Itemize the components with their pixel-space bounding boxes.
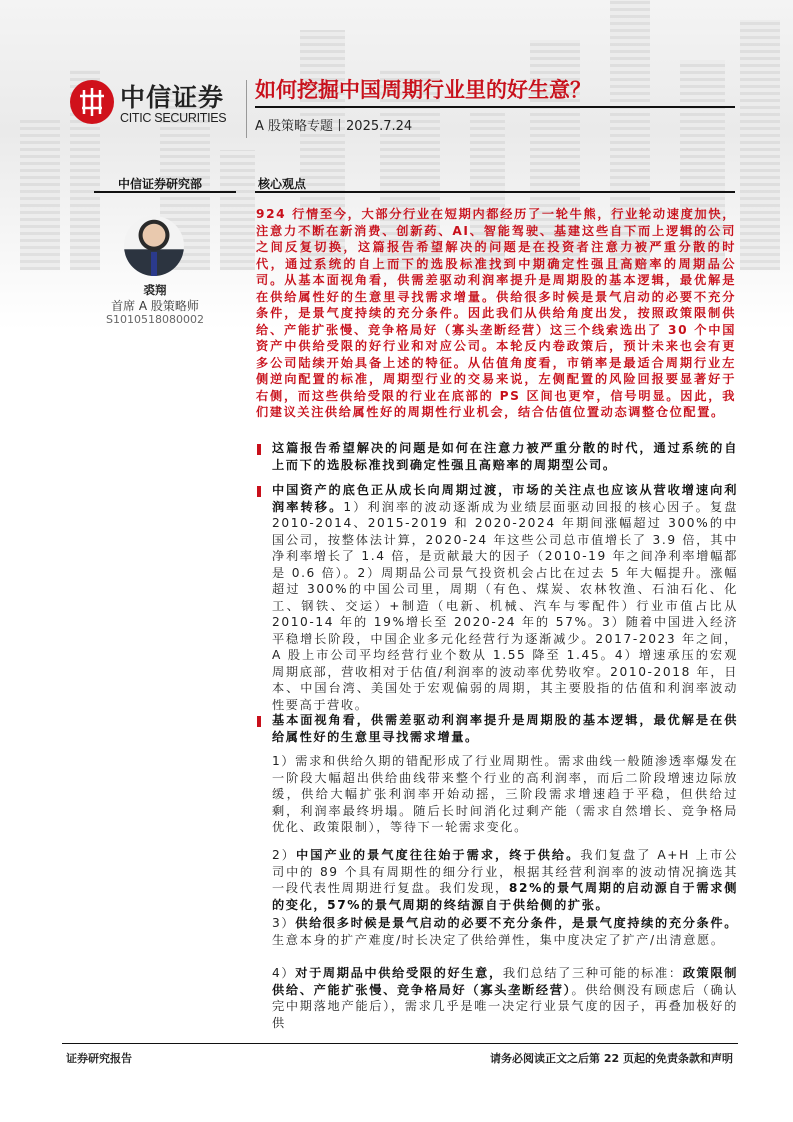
- report-title: 如何挖掘中国周期行业里的好生意？: [255, 78, 591, 102]
- author-title: 首席 A 股策略师: [111, 299, 199, 313]
- p4-text-end: 。供给侧没有顾虑后（确认完中期落地产能后），需求几乎是唯一决定行业景气度的因子，再叠加极好的供: [272, 982, 738, 1030]
- report-subtitle: A 股策略专题丨2025.7.24: [255, 119, 413, 134]
- p2-bold: 中国产业的景气度往往始于需求，终于供给。: [296, 848, 581, 862]
- author-name: 裘翔: [143, 283, 167, 297]
- footer-line: [62, 1043, 738, 1044]
- author-license-id: S1010518080002: [106, 313, 204, 326]
- citic-emblem-icon: [70, 80, 114, 124]
- p4-num: 4）: [272, 966, 296, 980]
- bullet-2-text: 1）利润率的波动逐渐成为业绩层面驱动回报的核心因子。复盘 2010-2014、2015-2019 和 2020-2024 年期间涨幅超过 300%的中国公司，按整体法计算，2020-24 年这些公司总市值增长了 3.9 倍，其中净利率增长了 1.4 倍，是贡献最大的因子（2010-19 年之间净利率增幅都是 0.6 倍）。2）周期品公司景气投资机会占比在过去 5 年大幅提升。涨幅超过 300%的中国公司里，周期（有色、煤炭、农林牧渔、石油石化、化工、钢铁、交运）+制造（电新、机械、汽车与零配件）行业市值占比从 2010-14 年的 19%增长至 2020-24 年的 57%。3）随着中国进入经济平稳增长阶段，中国企业多元化经营行为逐渐减少。2017-2023 年之间，A 股上市公司平均经营行业个数从 1.55 降至 1.45。4）增速承压的宏观周期底部，营收相对于估值/利润率的波动率优势收窄。2010-2018 年，日本、中国台湾、美国处于宏观偏弱的周期，其主要股指的估值和利润率波动性要高于营收。: [272, 499, 739, 712]
- bullet-2-heading: 中国资产的底色正从成长向周期过渡，市场的关注点也应该从营收增速向利润率转移。: [272, 483, 738, 514]
- paragraph-2: [272, 847, 738, 913]
- footer-disclaimer: 请务必阅读正文之后第 22 页起的免责条款和声明: [490, 1052, 733, 1065]
- bullet-1: [256, 440, 738, 473]
- right-section-line: [255, 191, 735, 193]
- p4-bold: 对于周期品中供给受限的好生意，: [295, 966, 503, 980]
- paragraph-3: [272, 915, 738, 948]
- p4-text: 我们总结了三种可能的标准：: [502, 966, 683, 980]
- core-view-heading: 核心观点: [258, 177, 307, 191]
- logo-en-text: CITIC SECURITIES: [120, 111, 227, 125]
- paragraph-4: [272, 965, 738, 1031]
- footer-report-type: 证券研究报告: [66, 1052, 132, 1065]
- citic-logo: [70, 78, 240, 130]
- summary-paragraph: 924 行情至今，大部分行业在短期内都经历了一轮牛熊，行业轮动速度加快，注意力不断在新消费、创新药、AI、智能驾驶、基建这些自下而上逻辑的公司之间反复切换，这篇报告希望解决的问题是在投资者注意力被严重分散的时代，通过系统的自上而下的选股标准找到中期确定性强且高赔率的周期品公司。从基本面视角看，供需差驱动利润率提升是周期股的基本逻辑，最优解是在供给属性好的生意里寻找需求增量。供给很多时候是景气启动的必要不充分条件，是景气度持续的充分条件。因此我们从供给角度出发，按照政策限制供给、产能扩张慢、竞争格局好（寡头垄断经营）这三个线索选出了 30 个中国资产中供给受限的好行业和对应公司。本轮反内卷政策后，预计未来也会有更多公司陆续开始具备上述的特征。从估值角度看，市销率是最适合周期行业左侧逆向配置的标准，周期型行业的交易来说，左侧配置的风险回报要显著好于右侧，而这些供给受限的行业在底部的 PS 区间也更窄，信号明显。因此，我们建议关注供给属性好的周期性行业机会，结合估值位置动态调整仓位配置。: [256, 207, 736, 419]
- p2-num: 2）: [272, 848, 297, 862]
- research-dept-heading: 中信证券研究部: [118, 177, 203, 191]
- bullet-3: [256, 712, 738, 745]
- p3-text: 生意本身的扩产难度/时长决定了供给弹性，集中度决定了扩产/出清意愿。: [272, 932, 725, 947]
- p3-num: 3）: [272, 916, 296, 930]
- bullet-3-text: 基本面视角看，供需差驱动利润率提升是周期股的基本逻辑，最优解是在供给属性好的生意里寻找需求增量。: [272, 713, 738, 744]
- p4-bold-criteria: 政策限制供给、产能扩张慢、竞争格局好（寡头垄断经营）: [272, 966, 739, 997]
- bullet-1-text: 这篇报告希望解决的问题是如何在注意力被严重分散的时代，通过系统的自上而下的选股标准找到确定性强且高赔率的周期型公司。: [272, 441, 738, 472]
- title-underline: [255, 106, 735, 108]
- p3-bold: 供给很多时候是景气启动的必要不充分条件，是景气度持续的充分条件。: [295, 916, 738, 930]
- header-divider: [246, 80, 247, 138]
- author-avatar: [124, 216, 184, 276]
- p2-bold-conclusion: 82%的景气周期的启动源自于需求侧的变化，57%的景气周期的终结源自于供给侧的扩张。: [272, 881, 738, 912]
- logo-cn-text: 中信证券: [120, 83, 225, 112]
- paragraph-1: 1）需求和供给久期的错配形成了行业周期性。需求曲线一般随渗透率爆发在一阶段大幅超出供给曲线带来整个行业的高利润率，而后二阶段增速边际放缓，供给大幅扩张利润率开始动摇，三阶段需求增速趋于平稳，但供给过剩，利润率最终坍塌。随后长时间消化过剩产能（需求自然增长、竞争格局优化、政策限制），等待下一轮需求变化。: [272, 754, 738, 834]
- left-section-line: [94, 191, 236, 193]
- bullet-2: [256, 482, 738, 713]
- p2-text: 我们复盘了 A+H 上市公司中的 89 个具有周期性的细分行业，根据其经营利润率的波动情况摘选其一段代表性周期进行复盘。我们发现，: [272, 848, 739, 895]
